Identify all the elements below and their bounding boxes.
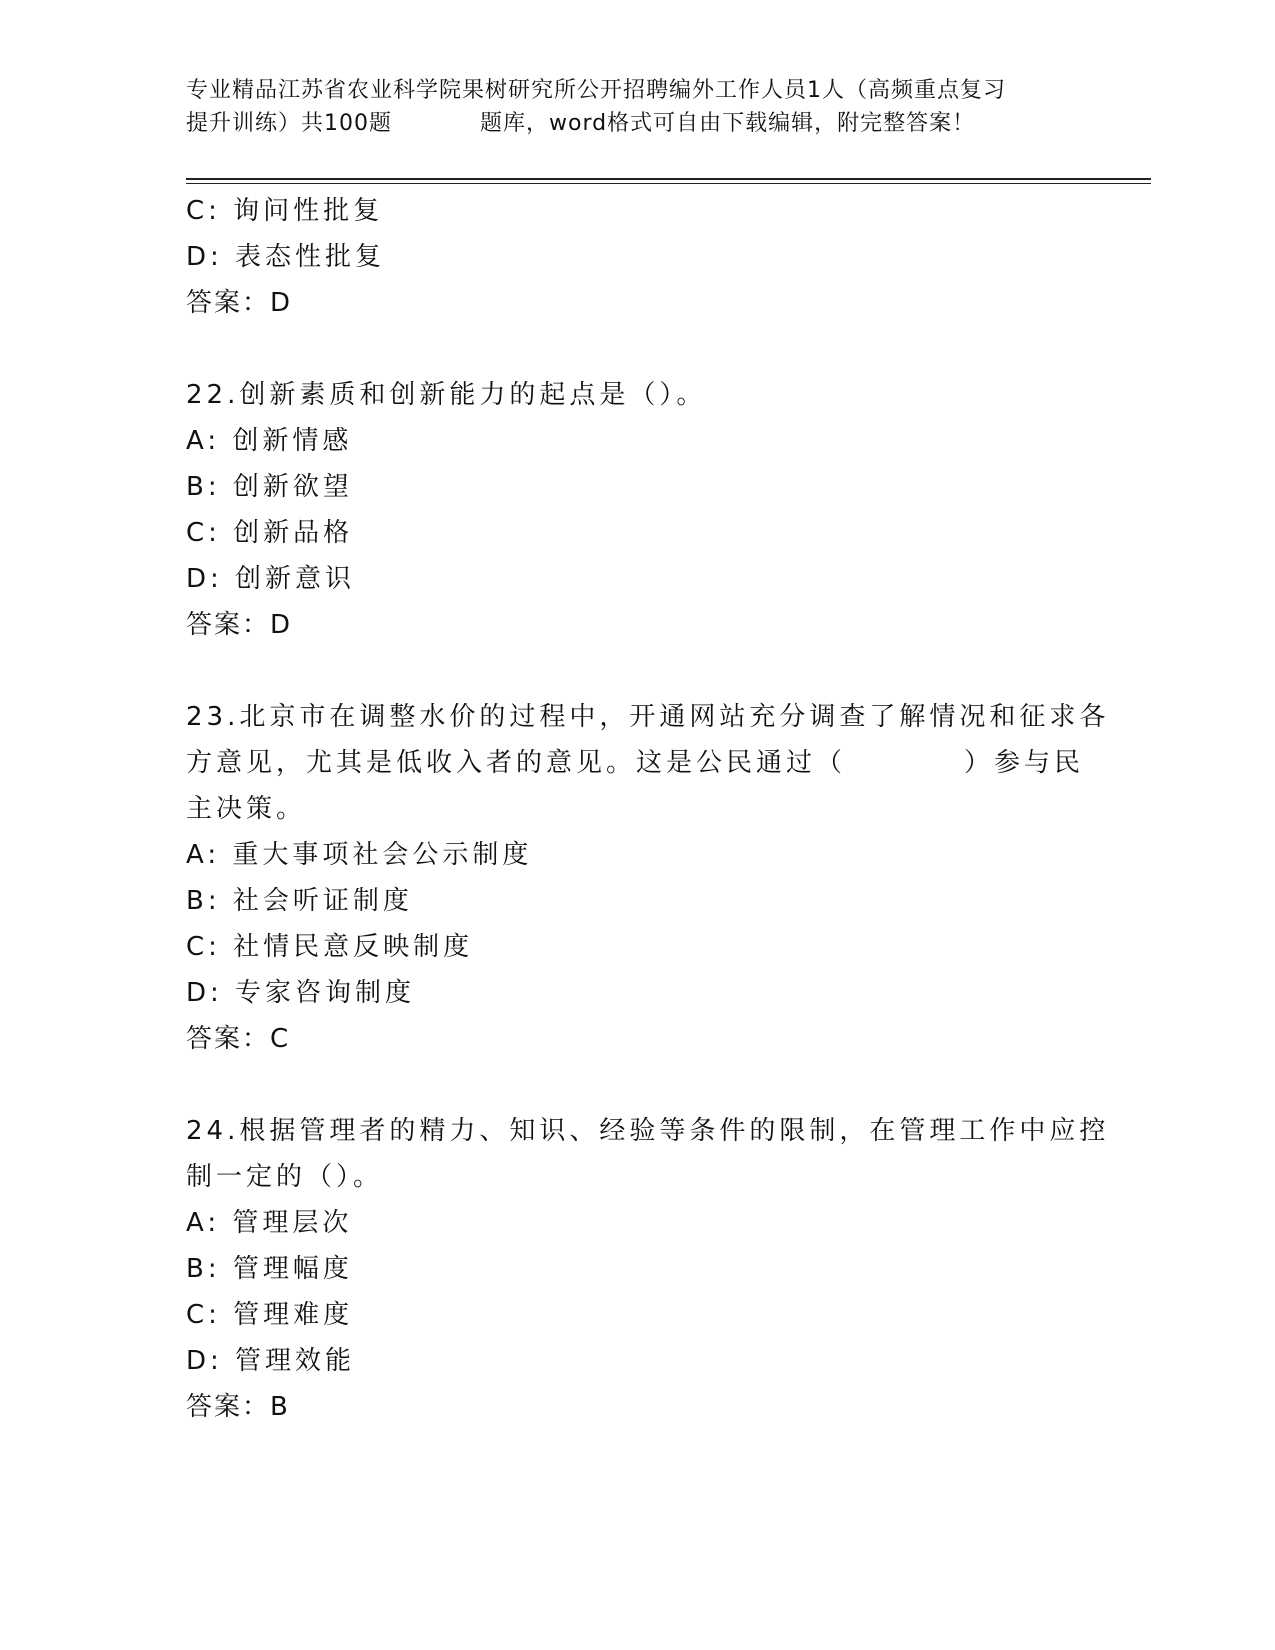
answer-line: 答案：D [186, 288, 293, 318]
question-stem-line2 [186, 740, 1086, 786]
header-divider-thick [186, 178, 1151, 180]
option-d: D: 创新意识 [186, 564, 356, 594]
question-list [186, 188, 1110, 1430]
option-a: A: 重大事项社会公示制度 [186, 840, 533, 870]
option-c: C: 管理难度 [186, 1300, 354, 1330]
answer-line: 答案：D [186, 610, 293, 640]
question-stem-line3: 主决策。 [186, 794, 307, 824]
option-a: A: 管理层次 [186, 1208, 353, 1238]
question-stem-line1: 24.根据管理者的精力、知识、经验等条件的限制，在管理工作中应控 [186, 1116, 1110, 1146]
header-title-line2-part1: 提升训练）共100题 [186, 111, 392, 136]
option-c: C: 社情民意反映制度 [186, 932, 474, 962]
header-title-line2-part2: 题库，word格式可自由下载编辑，附完整答案！ [480, 111, 976, 136]
option-a: A: 创新情感 [186, 426, 353, 456]
answer-line: 答案：C [186, 1024, 291, 1054]
question-stem-line2-part2: ）参与民 [964, 748, 1085, 778]
option-b: B: 管理幅度 [186, 1254, 353, 1284]
question-block-24 [186, 1108, 1110, 1430]
question-block-23 [186, 694, 1110, 1062]
option-d: D: 表态性批复 [186, 242, 386, 272]
answer-line: 答案：B [186, 1392, 290, 1422]
question-stem-line1: 23.北京市在调整水价的过程中，开通网站充分调查了解情况和征求各 [186, 702, 1110, 732]
question-stem-line2-part1: 方意见，尤其是低收入者的意见。这是公民通过（ [186, 748, 847, 778]
header-divider-thin [186, 183, 1151, 184]
option-b: B: 社会听证制度 [186, 886, 413, 916]
question-stem-line2: 制一定的（）。 [186, 1162, 384, 1192]
question-stem: 22.创新素质和创新能力的起点是（）。 [186, 380, 707, 410]
option-d: D: 管理效能 [186, 1346, 356, 1376]
option-c: C: 询问性批复 [186, 196, 384, 226]
option-c: C: 创新品格 [186, 518, 354, 548]
document-header [186, 74, 1086, 140]
question-spacer [186, 326, 1086, 372]
question-spacer [186, 1062, 1086, 1108]
question-block-previous [186, 188, 1086, 326]
header-title-line2 [186, 107, 1086, 140]
option-b: B: 创新欲望 [186, 472, 353, 502]
option-d: D: 专家咨询制度 [186, 978, 416, 1008]
header-title-line1: 专业精品江苏省农业科学院果树研究所公开招聘编外工作人员1人（高频重点复习 [186, 78, 1006, 103]
question-spacer [186, 648, 1086, 694]
question-block-22 [186, 372, 1086, 648]
